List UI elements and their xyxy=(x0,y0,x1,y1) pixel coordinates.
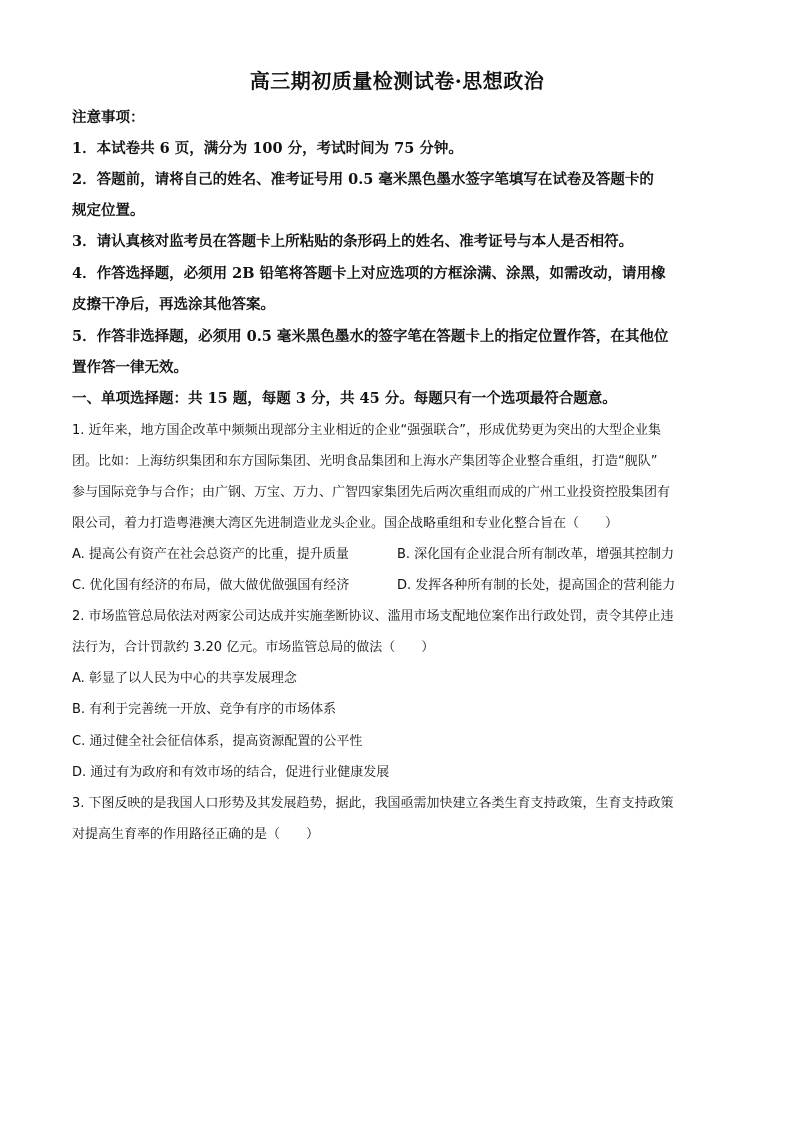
question-stem-line: 参与国际竞争与合作；由广钢、万宝、万力、广智四家集团先后两次重组而成的广州工业投资控股集团有 xyxy=(72,485,671,500)
option-a: A. 提高公有资产在社会总资产的比重，提升质量 xyxy=(72,547,349,562)
option-d: D. 发挥各种所有制的长处，提高国企的营利能力 xyxy=(397,578,676,593)
option-c: C. 通过健全社会征信体系，提高资源配置的公平性 xyxy=(72,734,363,749)
notice-line: 5．作答非选择题，必须用 0.5 毫米黑色墨水的签字笔在答题卡上的指定位置作答，在其他位 xyxy=(72,328,669,345)
notice-line: 置作答一律无效。 xyxy=(72,359,188,376)
question-stem-line: 3. 下图反映的是我国人口形势及其发展趋势，据此，我国亟需加快建立各类生育支持政策，生育支持政策 xyxy=(72,796,674,811)
notice-line: 3．请认真核对监考员在答题卡上所粘贴的条形码上的姓名、准考证号与本人是否相符。 xyxy=(72,233,634,250)
option-b: B. 深化国有企业混合所有制改革，增强其控制力 xyxy=(397,547,675,562)
question-stem-line: 1. 近年来，地方国企改革中频频出现部分主业相近的企业“强强联合”，形成优势更为突出的大型企业集 xyxy=(72,423,662,438)
notice-line: 2．答题前，请将自己的姓名、准考证号用 0.5 毫米黑色墨水签字笔填写在试卷及答题卡的 xyxy=(72,171,654,188)
option-c: C. 优化国有经济的布局，做大做优做强国有经济 xyxy=(72,578,350,593)
notice-line: 规定位置。 xyxy=(72,202,145,219)
question-stem-line: 法行为，合计罚款约 3.20 亿元。市场监管总局的做法（ ） xyxy=(72,640,435,655)
notice-heading: 注意事项： xyxy=(72,109,145,126)
notice-line: 1．本试卷共 6 页，满分为 100 分，考试时间为 75 分钟。 xyxy=(72,140,463,157)
question-stem-line: 团。比如：上海纺织集团和东方国际集团、光明食品集团和上海水产集团等企业整合重组，打造“舰队” xyxy=(72,454,658,469)
notice-line: 4．作答选择题，必须用 2B 铅笔将答题卡上对应选项的方框涂满、涂黑，如需改动，请用橡 xyxy=(72,265,666,282)
section-heading: 一、单项选择题：共 15 题，每题 3 分，共 45 分。每题只有一个选项最符合题意。 xyxy=(72,390,617,407)
question-stem-line: 2. 市场监管总局依法对两家公司达成并实施垄断协议、滥用市场支配地位案作出行政处罚，责令其停止违 xyxy=(72,609,674,624)
notice-line: 皮擦干净后，再选涂其他答案。 xyxy=(72,296,275,313)
page-title: 高三期初质量检测试卷·思想政治 xyxy=(249,69,545,93)
question-stem-line: 对提高生育率的作用路径正确的是（ ） xyxy=(72,827,320,842)
option-a: A. 彰显了以人民为中心的共享发展理念 xyxy=(72,671,297,686)
option-d: D. 通过有为政府和有效市场的结合，促进行业健康发展 xyxy=(72,765,390,780)
option-b: B. 有利于完善统一开放、竞争有序的市场体系 xyxy=(72,702,337,717)
question-stem-line: 限公司，着力打造粤港澳大湾区先进制造业龙头企业。国企战略重组和专业化整合旨在（ ） xyxy=(72,516,619,531)
